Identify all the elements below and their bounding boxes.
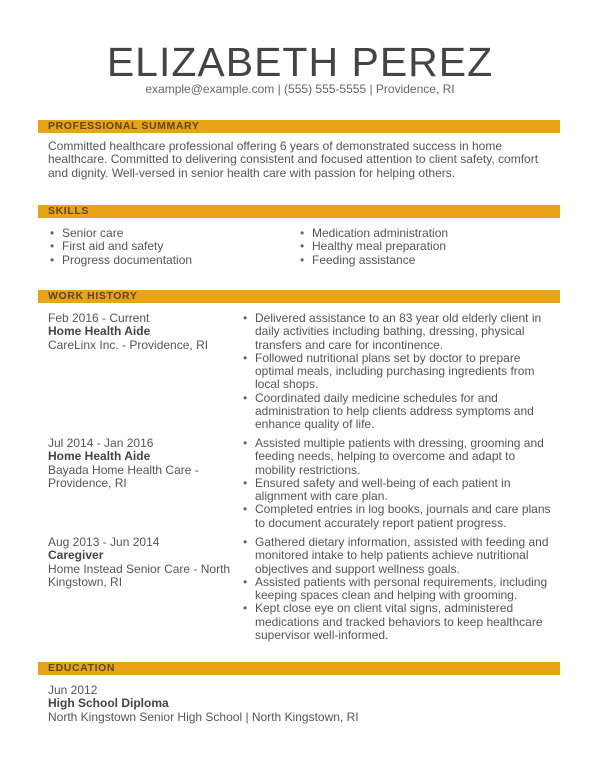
skill-item: • Senior care — [48, 227, 288, 240]
section-title: PROFESSIONAL SUMMARY — [48, 120, 200, 132]
skills-list-right — [298, 227, 548, 267]
skill-item: • Progress documentation — [48, 254, 288, 267]
section-title: WORK HISTORY — [48, 290, 138, 302]
job-bullet: • Assisted multiple patients with dressing, grooming and feeding needs, helping to overcome and adapt to mobility restrictions. — [241, 437, 556, 477]
job-title: Home Health Aide — [48, 449, 151, 464]
section-title: EDUCATION — [48, 662, 116, 674]
job-bullet: • Followed nutritional plans set by doctor to prepare optimal meals, including purchasing ingredients from local shops. — [241, 352, 556, 392]
skill-item: • Healthy meal preparation — [298, 240, 548, 253]
job-dates: Aug 2013 - Jun 2014 — [48, 535, 160, 549]
section-header-summary — [38, 120, 560, 133]
skill-item: • Feeding assistance — [298, 254, 548, 267]
education-entry — [48, 684, 548, 724]
job-bullet: • Coordinated daily medicine schedules for and administration to help clients address symptoms and enhance quality of life. — [241, 392, 556, 432]
section-title: SKILLS — [48, 205, 89, 217]
candidate-name: ELIZABETH PEREZ — [106, 39, 494, 85]
contact-info: example@example.com | (555) 555-5555 | Providence, RI — [145, 82, 455, 96]
job-info — [48, 536, 238, 589]
job-company: CareLinx Inc. - Providence, RI — [48, 337, 209, 352]
job-info — [48, 437, 218, 490]
job-bullet: • Delivered assistance to an 83 year old elderly client in daily activities including bathing, dressing, physical transfers and care for incontinence. — [241, 312, 556, 352]
job-bullets — [241, 437, 556, 530]
job-bullets — [241, 536, 556, 642]
skill-item: • Medication administration — [298, 227, 548, 240]
section-header-education — [38, 662, 560, 675]
section-header-work — [38, 290, 560, 303]
job-title: Home Health Aide — [48, 324, 151, 339]
job-title: Caregiver — [48, 548, 104, 563]
education-degree: High School Diploma — [48, 696, 169, 711]
job-bullet: • Gathered dietary information, assisted with feeding and monitored intake to help patients achieve nutritional objectives and support wellness goals. — [241, 536, 556, 576]
job-bullet: • Assisted patients with personal requirements, including keeping spaces clean and helping with grooming. — [241, 576, 556, 603]
education-school: North Kingstown Senior High School | North Kingstown, RI — [48, 709, 359, 724]
summary-text: Committed healthcare professional offering 6 years of demonstrated success in home healthcare. Committed to delivering consistent and focused attention to client safety, comfort and dignity. Well-versed in senior health care with passion for helping others. — [48, 139, 539, 180]
job-bullet: • Completed entries in log books, journals and care plans to document accurately report patient progress. — [241, 503, 556, 530]
job-info — [48, 312, 238, 352]
job-dates: Feb 2016 - Current — [48, 311, 150, 325]
job-company: Bayada Home Health Care - Providence, RI — [48, 462, 199, 490]
job-bullet: • Kept close eye on client vital signs, administered medications and tracked behaviors to keep healthcare supervisor well-informed. — [241, 602, 556, 642]
section-header-skills — [38, 205, 560, 218]
skills-list-left — [48, 227, 288, 267]
education-date: Jun 2012 — [48, 683, 98, 697]
job-bullet: • Ensured safety and well-being of each patient in alignment with care plan. — [241, 477, 556, 504]
skill-item: • First aid and safety — [48, 240, 288, 253]
job-company: Home Instead Senior Care - North Kingstown, RI — [48, 561, 231, 589]
job-bullets — [241, 312, 556, 432]
job-dates: Jul 2014 - Jan 2016 — [48, 436, 154, 450]
